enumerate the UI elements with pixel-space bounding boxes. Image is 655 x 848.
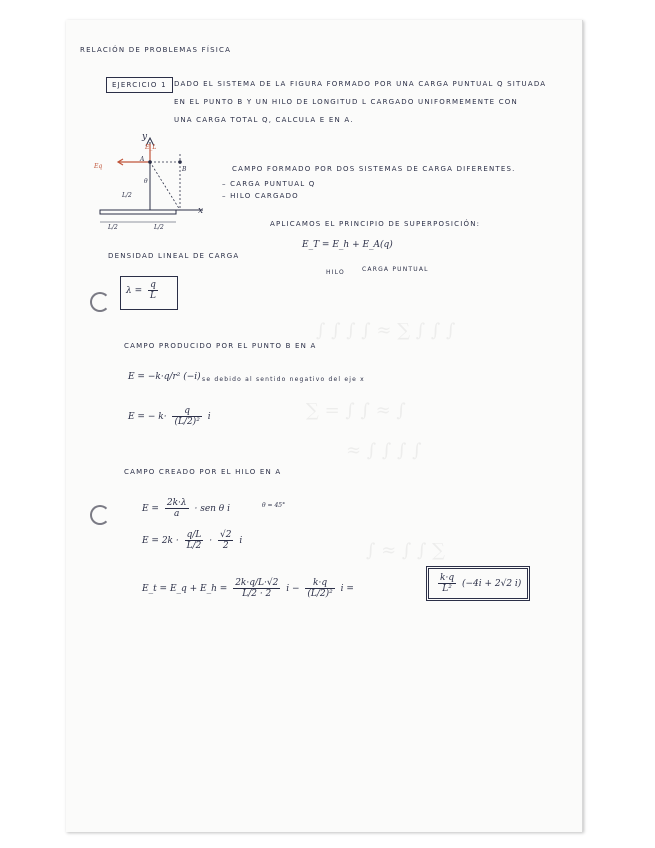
point-a-label: A xyxy=(140,156,145,163)
section2-eq2-lhs: E = 2k · xyxy=(142,536,179,546)
section2-eq1 xyxy=(142,498,230,519)
section2-eq2-num: q/L xyxy=(186,530,202,540)
point-b-label: B xyxy=(182,166,187,173)
section2-title: CAMPO CREADO POR EL HILO EN A xyxy=(124,468,282,476)
bleed-through-text: ≈ ∫ ∫ ∫ ∫ xyxy=(346,440,422,461)
final-den-2: (L/2)² xyxy=(307,589,333,599)
final-fraction-2 xyxy=(305,578,334,599)
note-superposition: APLICAMOS EL PRINCIPIO DE SUPERPOSICIÓN: xyxy=(270,220,481,228)
left-segment-label: L/2 xyxy=(108,224,118,231)
punch-hole xyxy=(90,505,110,525)
note-item-2: – HILO CARGADO xyxy=(222,192,299,200)
density-num: q xyxy=(148,280,158,291)
density-formula xyxy=(120,276,178,310)
section1-title: CAMPO PRODUCIDO POR EL PUNTO B EN A xyxy=(124,342,317,350)
statement-line-1: DADO EL SISTEMA DE LA FIGURA FORMADO POR UNA CARGA PUNTUAL Q SITUADA xyxy=(174,80,547,88)
final-lhs: E_t = E_q + E_h = xyxy=(142,584,228,594)
section1-eq1: E = −k·q/r² (−i) xyxy=(128,372,201,382)
right-segment-label: L/2 xyxy=(154,224,164,231)
final-result-box xyxy=(426,566,530,601)
x-axis-label: x xyxy=(198,206,204,216)
section1-eq2-num: q xyxy=(172,406,201,417)
section1-eq2 xyxy=(128,406,211,427)
bleed-through-text: ∫ ∫ ∫ ∫ ≈ ∑ ∫ ∫ ∫ xyxy=(316,320,456,341)
bleed-through-text: ∑ = ∫ ∫ ≈ ∫ xyxy=(306,400,406,421)
section2-eq1-lhs: E = xyxy=(142,504,159,514)
final-equation xyxy=(142,578,354,599)
final-den-1: L/2 · 2 xyxy=(242,589,272,599)
section2-eq2-fraction xyxy=(185,530,204,551)
y-axis-label: y xyxy=(142,132,148,142)
final-tail: i = xyxy=(340,584,354,594)
superposition-equation: E_T = E_h + E_A(q) xyxy=(302,240,393,250)
half-length-label: L/2 xyxy=(122,192,132,199)
punch-hole xyxy=(90,292,110,312)
section2-eq2-num2: √2 xyxy=(220,530,232,540)
section1-eq1-note: se debido al sentido negativo del eje x xyxy=(202,376,365,383)
section1-eq2-tail: i xyxy=(207,412,211,422)
result-fraction xyxy=(438,573,456,594)
density-label: DENSIDAD LINEAL DE CARGA xyxy=(108,252,240,260)
section1-eq2-lhs: E = − k· xyxy=(128,412,167,422)
density-fraction xyxy=(148,280,158,301)
section2-eq2-tail: i xyxy=(239,536,243,546)
section2-eq2-fraction-2 xyxy=(218,530,233,551)
label-carga: CARGA PUNTUAL xyxy=(362,266,429,273)
result-den: L² xyxy=(442,584,452,594)
notebook-page xyxy=(66,20,583,832)
section2-eq2 xyxy=(142,530,242,551)
density-den: L xyxy=(149,291,156,301)
section2-eq2-den2: 2 xyxy=(222,541,229,551)
exercise-label: EJERCICIO 1 xyxy=(106,77,173,93)
final-num-2: k·q xyxy=(305,578,334,589)
field-line-label: E_L xyxy=(145,144,157,151)
section2-eq1-fraction xyxy=(165,498,189,519)
statement-line-3: UNA CARGA TOTAL Q, CALCULA E EN A. xyxy=(174,116,354,124)
final-mid: i − xyxy=(286,584,300,594)
section2-eq1-note: θ = 45° xyxy=(262,502,286,509)
section1-eq2-fraction xyxy=(172,406,201,427)
label-hilo: HILO xyxy=(326,269,345,276)
note-item-1: – CARGA PUNTUAL Q xyxy=(222,180,316,188)
result-num: k·q xyxy=(440,573,455,583)
bleed-through-text: ∫ ≈ ∫ ∫ ∑ xyxy=(366,540,445,561)
section2-eq2-mid: · xyxy=(209,536,213,546)
statement-line-2: EN EL PUNTO B Y UN HILO DE LONGITUD L CARGADO UNIFORMEMENTE CON xyxy=(174,98,518,106)
section1-eq2-den: (L/2)² xyxy=(174,417,200,427)
result-tail: (−4i + 2√2 i) xyxy=(461,579,522,589)
section2-eq1-num: 2k·λ xyxy=(166,498,187,508)
section2-eq1-tail: · sen θ i xyxy=(194,504,230,514)
density-lhs: λ = xyxy=(126,286,143,296)
note-intro: CAMPO FORMADO POR DOS SISTEMAS DE CARGA DIFERENTES. xyxy=(232,165,516,173)
final-num-1: 2k·q/L·√2 xyxy=(235,578,279,588)
page-title: RELACIÓN DE PROBLEMAS FÍSICA xyxy=(80,46,232,54)
field-charge-label: Eq xyxy=(94,163,103,170)
angle-label: θ xyxy=(144,178,148,185)
final-fraction-1 xyxy=(233,578,280,599)
section2-eq2-den: L/2 xyxy=(186,541,202,551)
section2-eq1-den: a xyxy=(174,509,180,519)
